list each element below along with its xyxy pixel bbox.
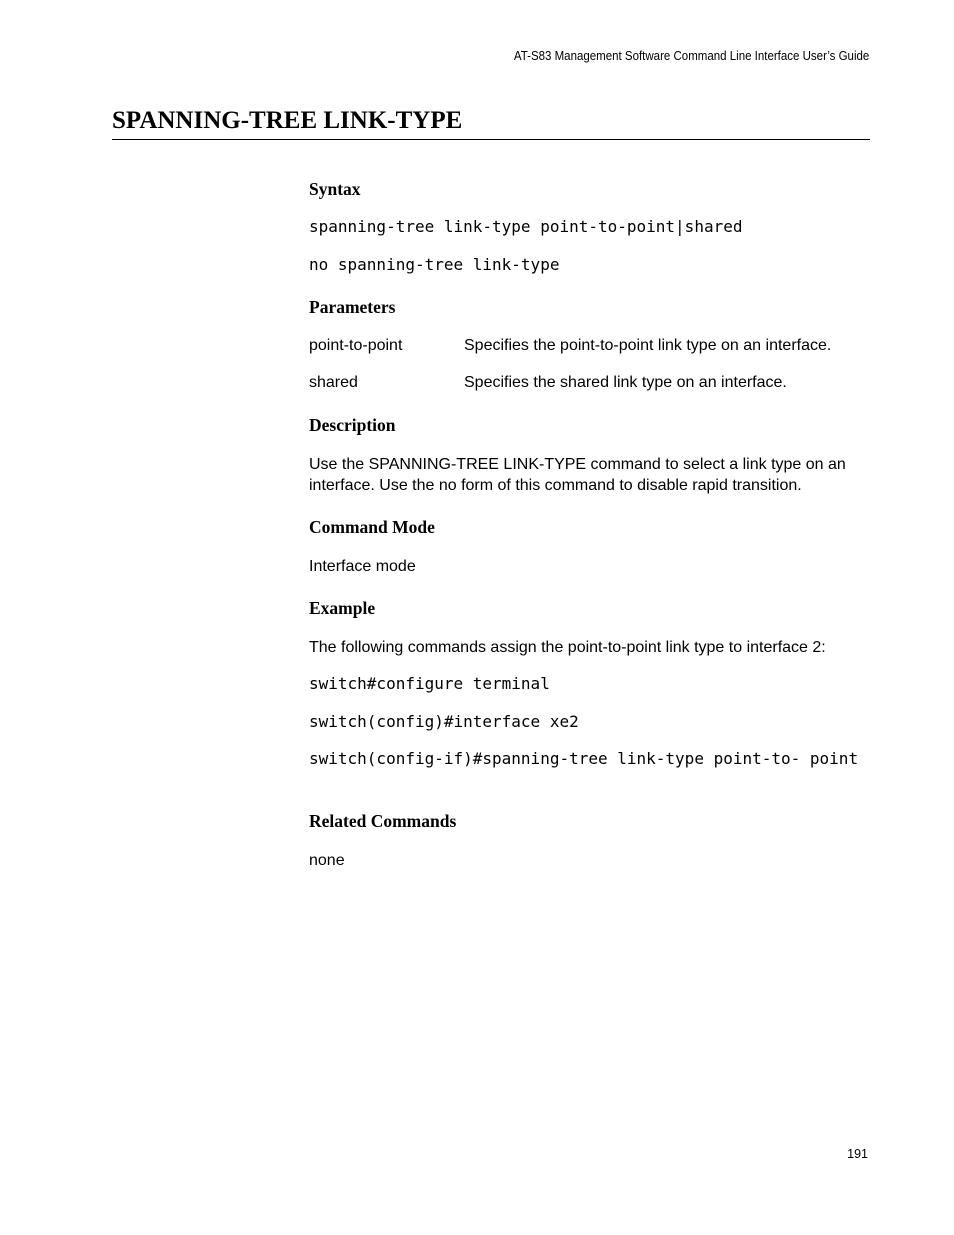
parameters-heading: Parameters [309,297,396,317]
parameter-description: Specifies the shared link type on an interface. [464,374,787,391]
syntax-line-no-form: no spanning-tree link-type [309,255,560,274]
description-text: Use the SPANNING-TREE LINK-TYPE command to select a link type on an interface. Use the no form of this command to disable rapid transition. [309,456,846,494]
page-number: 191 [847,1147,868,1161]
running-header: AT-S83 Management Software Command Line Interface User’s Guide [513,49,869,63]
example-heading: Example [309,598,376,618]
command-mode-heading: Command Mode [309,517,435,537]
syntax-line: spanning-tree link-type point-to-point|shared [309,217,743,236]
example-command: switch(config)#interface xe2 [309,712,579,731]
example-intro: The following commands assign the point-to-point link type to interface 2: [309,639,826,656]
related-commands-heading: Related Commands [309,811,457,831]
command-mode-text: Interface mode [309,558,416,575]
example-command: switch(config-if)#spanning-tree link-type point-to- point [309,749,859,768]
page-title: SPANNING-TREE LINK-TYPE [112,107,463,134]
example-command: switch#configure terminal [309,674,550,693]
related-commands-text: none [309,852,345,869]
description-heading: Description [309,415,396,435]
parameter-name: shared [309,374,358,391]
title-rule [112,139,870,140]
parameter-name: point-to-point [309,337,403,354]
syntax-heading: Syntax [309,179,361,199]
parameter-description: Specifies the point-to-point link type on an interface. [464,337,832,354]
